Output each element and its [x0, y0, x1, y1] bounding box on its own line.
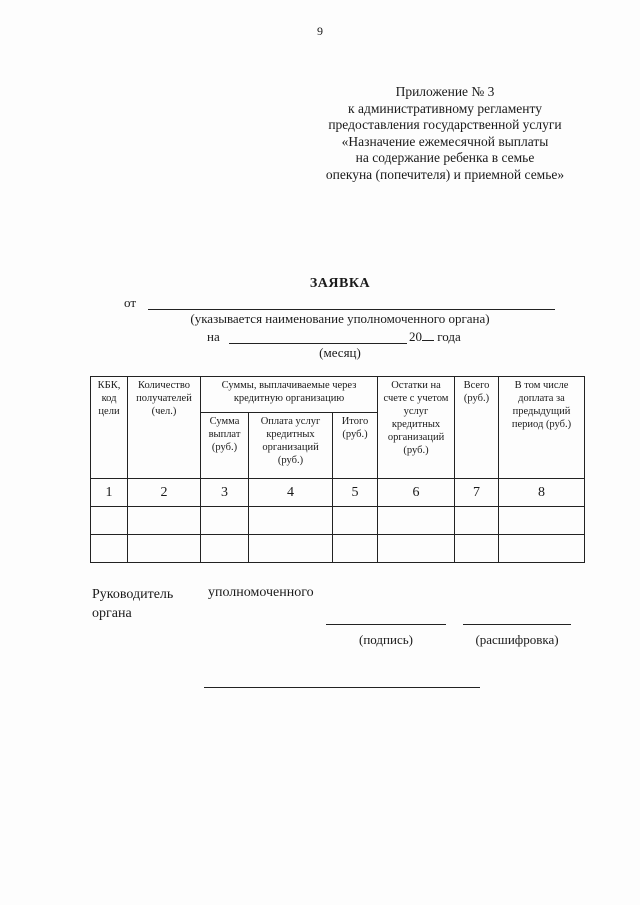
column-number: 3 — [201, 479, 249, 507]
column-number: 7 — [455, 479, 499, 507]
column-number: 6 — [378, 479, 455, 507]
report-table — [90, 376, 585, 563]
signature-line — [326, 624, 446, 625]
column-number: 1 — [91, 479, 128, 507]
appendix-line: «Назначение ежемесячной выплаты — [341, 133, 549, 149]
table-cell[interactable] — [455, 535, 499, 563]
appendix-line: на содержание ребенка в семье — [355, 150, 535, 165]
header-kbk: КБК, код цели — [91, 377, 128, 479]
appendix-line: опекуна (попечителя) и приемной семье» — [325, 166, 565, 182]
column-number: 5 — [333, 479, 378, 507]
table-cell[interactable] — [378, 535, 455, 563]
year-prefix: 20 — [409, 329, 422, 344]
column-number: 4 — [249, 479, 333, 507]
table-cell[interactable] — [333, 535, 378, 563]
header-prior-period: В том числе доплата за предыдущий период (руб.) — [499, 377, 585, 479]
page-number: 9 — [317, 24, 323, 38]
from-label: от — [124, 295, 137, 310]
signature-head — [92, 585, 173, 623]
table-cell[interactable] — [499, 507, 585, 535]
table-cell[interactable] — [201, 507, 249, 535]
month-hint: (месяц) — [319, 345, 361, 360]
column-number: 2 — [128, 479, 201, 507]
table-cell[interactable] — [333, 507, 378, 535]
table-cell[interactable] — [91, 535, 128, 563]
column-number: 8 — [499, 479, 585, 507]
table-cell[interactable] — [128, 535, 201, 563]
table-row — [91, 507, 585, 535]
table-cell[interactable] — [249, 507, 333, 535]
month-fill-line — [229, 343, 407, 344]
period-label: на — [207, 329, 220, 344]
table-cell[interactable] — [128, 507, 201, 535]
form-title: ЗАЯВКА — [309, 276, 371, 291]
year-suffix: года — [437, 329, 461, 344]
head-label: Руководитель — [92, 587, 174, 602]
appendix-line: Приложение № 3 — [395, 84, 495, 99]
table-cell[interactable] — [499, 535, 585, 563]
appendix-line: к административному регламенту — [348, 100, 542, 116]
org-label: органа — [92, 606, 132, 621]
header-services-fee: Оплата услуг кредитных организаций (руб.) — [249, 413, 333, 479]
header-payments-group: Суммы, выплачиваемые через кредитную организацию — [201, 377, 378, 413]
header-payments-sum: Сумма выплат (руб.) — [201, 413, 249, 479]
from-hint: (указывается наименование уполномоченного органа) — [190, 311, 490, 326]
decode-line — [463, 624, 571, 625]
from-fill-line — [148, 309, 555, 310]
decode-hint: (расшифровка) — [475, 632, 559, 647]
signature-hint: (подпись) — [359, 632, 413, 647]
table-cell[interactable] — [91, 507, 128, 535]
closing-divider — [204, 687, 480, 688]
header-subtotal: Итого (руб.) — [333, 413, 378, 479]
appendix-line: предоставления государственной услуги — [328, 117, 562, 132]
table-cell[interactable] — [378, 507, 455, 535]
table-row — [91, 535, 585, 563]
year-field — [409, 329, 461, 345]
column-number-row — [91, 479, 585, 507]
year-fill-line — [422, 329, 434, 341]
table-cell[interactable] — [455, 507, 499, 535]
table-cell[interactable] — [201, 535, 249, 563]
header-recipients: Количество получателей (чел.) — [128, 377, 201, 479]
header-total: Всего (руб.) — [455, 377, 499, 479]
table-cell[interactable] — [249, 535, 333, 563]
header-balance: Остатки на счете с учетом услуг кредитных организаций (руб.) — [378, 377, 455, 479]
appendix-heading — [300, 84, 590, 183]
authorized-label: уполномоченного — [208, 585, 314, 600]
